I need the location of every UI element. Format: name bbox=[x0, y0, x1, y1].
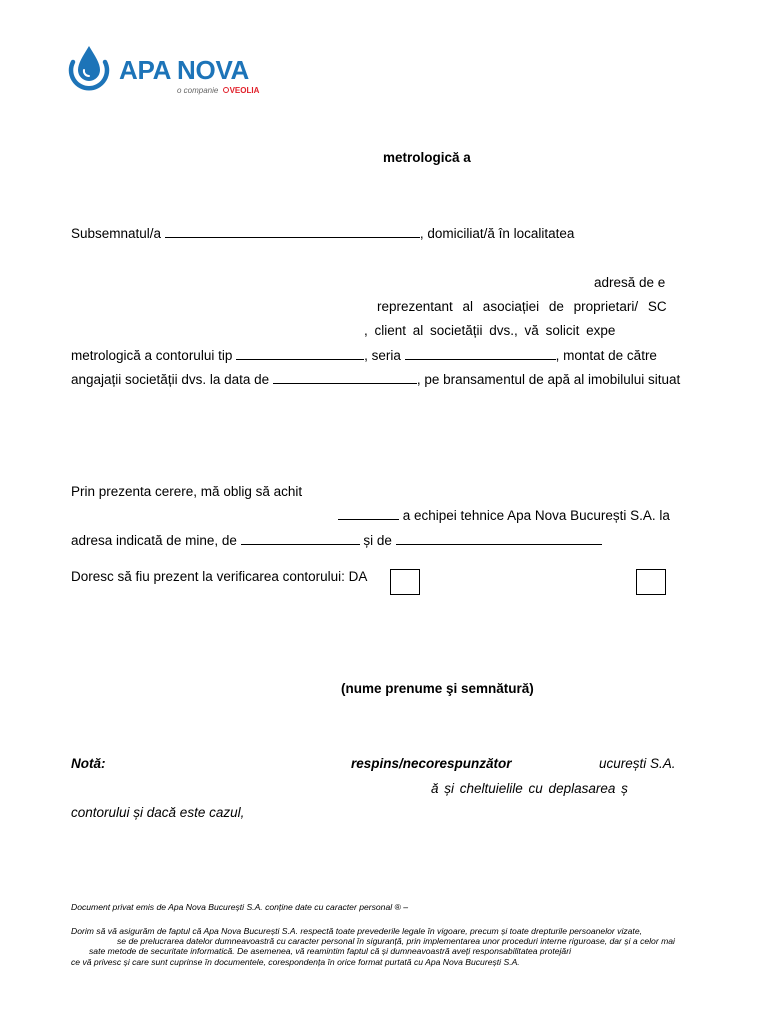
amount-field[interactable] bbox=[338, 519, 399, 520]
subsemnatul-label: Subsemnatul/a bbox=[71, 226, 162, 241]
form-line-oblig-3 bbox=[71, 533, 602, 549]
form-line-1 bbox=[71, 226, 574, 242]
present-question: Doresc să fiu prezent la verificarea contorului: DA bbox=[71, 569, 368, 584]
domiciliat-label: , domiciliat/ă în localitatea bbox=[419, 226, 575, 241]
veolia-logo-icon bbox=[223, 87, 229, 93]
document-title: metrologică a bbox=[383, 150, 471, 165]
meter-type-field[interactable] bbox=[236, 359, 364, 360]
date-field[interactable] bbox=[273, 383, 417, 384]
footer-line-1: Document privat emis de Apa Nova București S.A. conține date cu caracter personal ® – bbox=[71, 902, 409, 912]
to-field[interactable] bbox=[396, 544, 602, 545]
date-label: angajații societății dvs. la data de bbox=[71, 372, 270, 387]
brand-subtitle bbox=[177, 86, 259, 96]
footer-line-3: se de prelucrarea datelor dumneavoastră cu caracter personal în siguranță, prin implementarea unor proceduri interne riguroase, dar și a celor mai bbox=[117, 936, 675, 946]
mounted-by-label: , montat de către bbox=[555, 348, 657, 363]
representative-fragment: reprezentant al asociației de proprietari/ SC bbox=[377, 299, 667, 314]
meter-type-label: metrologică a contorului tip bbox=[71, 348, 233, 363]
series-label: , seria bbox=[364, 348, 401, 363]
name-field[interactable] bbox=[165, 237, 420, 238]
and-label: și de bbox=[363, 533, 392, 548]
note-keyword: respins/necorespunzător bbox=[351, 756, 512, 771]
form-line-5 bbox=[71, 348, 657, 364]
series-field[interactable] bbox=[405, 359, 556, 360]
team-text: a echipei tehnice Apa Nova București S.A. la bbox=[402, 508, 670, 523]
address-fragment: adresă de e bbox=[594, 275, 666, 290]
note-fragment-3: contorului și dacă este cazul, bbox=[71, 805, 245, 820]
address-indicated-label: adresa indicată de mine, de bbox=[71, 533, 237, 548]
footer-line-2: Dorim să vă asigurăm de faptul că Apa Nova București S.A. respectă toate prevederile legale în vigoare, precum și toate drepturile persoanelor vizate, bbox=[71, 926, 642, 936]
obligation-text: Prin prezenta cerere, mă oblig să achit bbox=[71, 484, 303, 499]
brand-subtitle-text: o companie bbox=[177, 86, 219, 95]
checkbox-nu[interactable] bbox=[636, 569, 666, 595]
water-drop-logo-icon bbox=[66, 42, 112, 94]
note-fragment-2: ă și cheltuielile cu deplasarea ș bbox=[431, 781, 628, 796]
form-line-6 bbox=[71, 372, 680, 388]
from-field[interactable] bbox=[241, 544, 360, 545]
note-fragment-1: ucurești S.A. bbox=[599, 756, 676, 771]
note-label: Notă: bbox=[71, 756, 106, 771]
form-line-oblig-2 bbox=[338, 508, 670, 524]
brand-wordmark bbox=[119, 55, 249, 85]
footer-line-5: ce vă privesc și care sunt cuprinse în documentele, corespondența în orice format purtată cu Apa Nova București S.A. bbox=[71, 957, 520, 967]
client-fragment: , client al societății dvs., vă solicit expe bbox=[364, 323, 616, 338]
connection-label: , pe bransamentul de apă al imobilului situat bbox=[416, 372, 681, 387]
brand-name-part2: NOVA bbox=[177, 55, 250, 85]
brand-name-part1: APA bbox=[119, 55, 171, 85]
brand-partner: VEOLIA bbox=[229, 86, 260, 95]
checkbox-da[interactable] bbox=[390, 569, 420, 595]
footer-line-4: sate metode de securitate informatică. De asemenea, vă reamintim faptul că și dumneavoastră aveți responsabilitatea protejări bbox=[89, 946, 571, 956]
signature-label: (nume prenume şi semnătură) bbox=[341, 681, 534, 696]
